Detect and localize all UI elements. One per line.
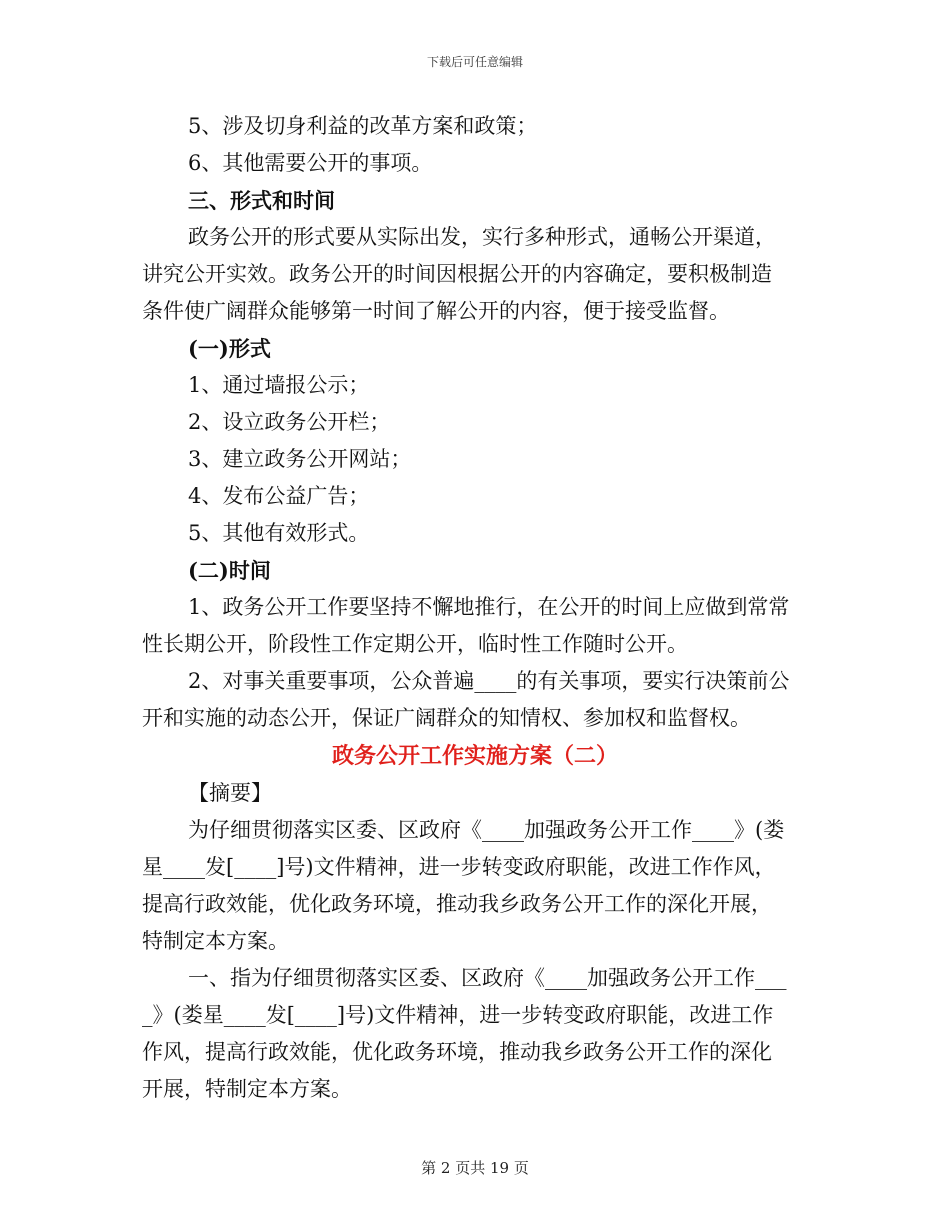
section-heading: 三、形式和时间 [188,188,335,213]
list-item: 5、其他有效形式。 [188,521,370,545]
subsection-heading: (一)形式 [188,336,271,361]
paragraph-line: 讲究公开实效。政务公开的时间因根据公开的内容确定，要积极制造 [142,262,772,286]
paragraph-line: 2、对事关重要事项，公众普遍____的有关事项，要实行决策前公 [188,669,790,693]
list-item: 2、设立政务公开栏； [188,410,391,434]
list-item: 6、其他需要公开的事项。 [188,151,433,175]
list-item: 3、建立政务公开网站； [188,447,412,471]
paragraph-line: 政务公开的形式要从实际出发，实行多种形式，通畅公开渠道， [188,225,776,249]
page-footer: 第 2 页共 19 页 [421,1159,529,1177]
paragraph-line: _》(娄星____发[____]号)文件精神，进一步转变政府职能，改进工作 [142,1003,774,1027]
paragraph-line: 条件使广阔群众能够第一时间了解公开的内容，便于接受监督。 [142,299,730,323]
paragraph-line: 星____发[____]号)文件精神，进一步转变政府职能，改进工作作风， [142,855,776,879]
document-title: 政务公开工作实施方案（二） [331,743,618,769]
paragraph-line: 作风，提高行政效能，优化政务环境，推动我乡政务公开工作的深化 [142,1040,772,1064]
paragraph-line: 开和实施的动态公开，保证广阔群众的知情权、参加权和监督权。 [142,706,751,730]
paragraph-line: 提高行政效能，优化政务环境，推动我乡政务公开工作的深化开展， [142,892,772,916]
list-item: 5、涉及切身利益的改革方案和政策； [188,114,538,138]
paragraph-line: 一、指为仔细贯彻落实区委、区政府《____加强政务公开工作___ [188,966,787,990]
paragraph-line: 为仔细贯彻落实区委、区政府《____加强政务公开工作____》(娄 [188,818,785,842]
page-header: 下载后可任意编辑 [426,55,523,69]
abstract-label: 【摘要】 [188,781,272,805]
paragraph-line: 1、政务公开工作要坚持不懈地推行，在公开的时间上应做到常常 [188,595,790,619]
paragraph-line: 开展，特制定本方案。 [142,1077,352,1101]
document-body [142,108,808,1108]
subsection-heading: (二)时间 [188,558,271,583]
paragraph-line: 特制定本方案。 [142,929,289,953]
paragraph-line: 性长期公开，阶段性工作定期公开，临时性工作随时公开。 [142,632,688,656]
list-item: 1、通过墙报公示； [188,373,370,397]
list-item: 4、发布公益广告； [188,484,370,508]
